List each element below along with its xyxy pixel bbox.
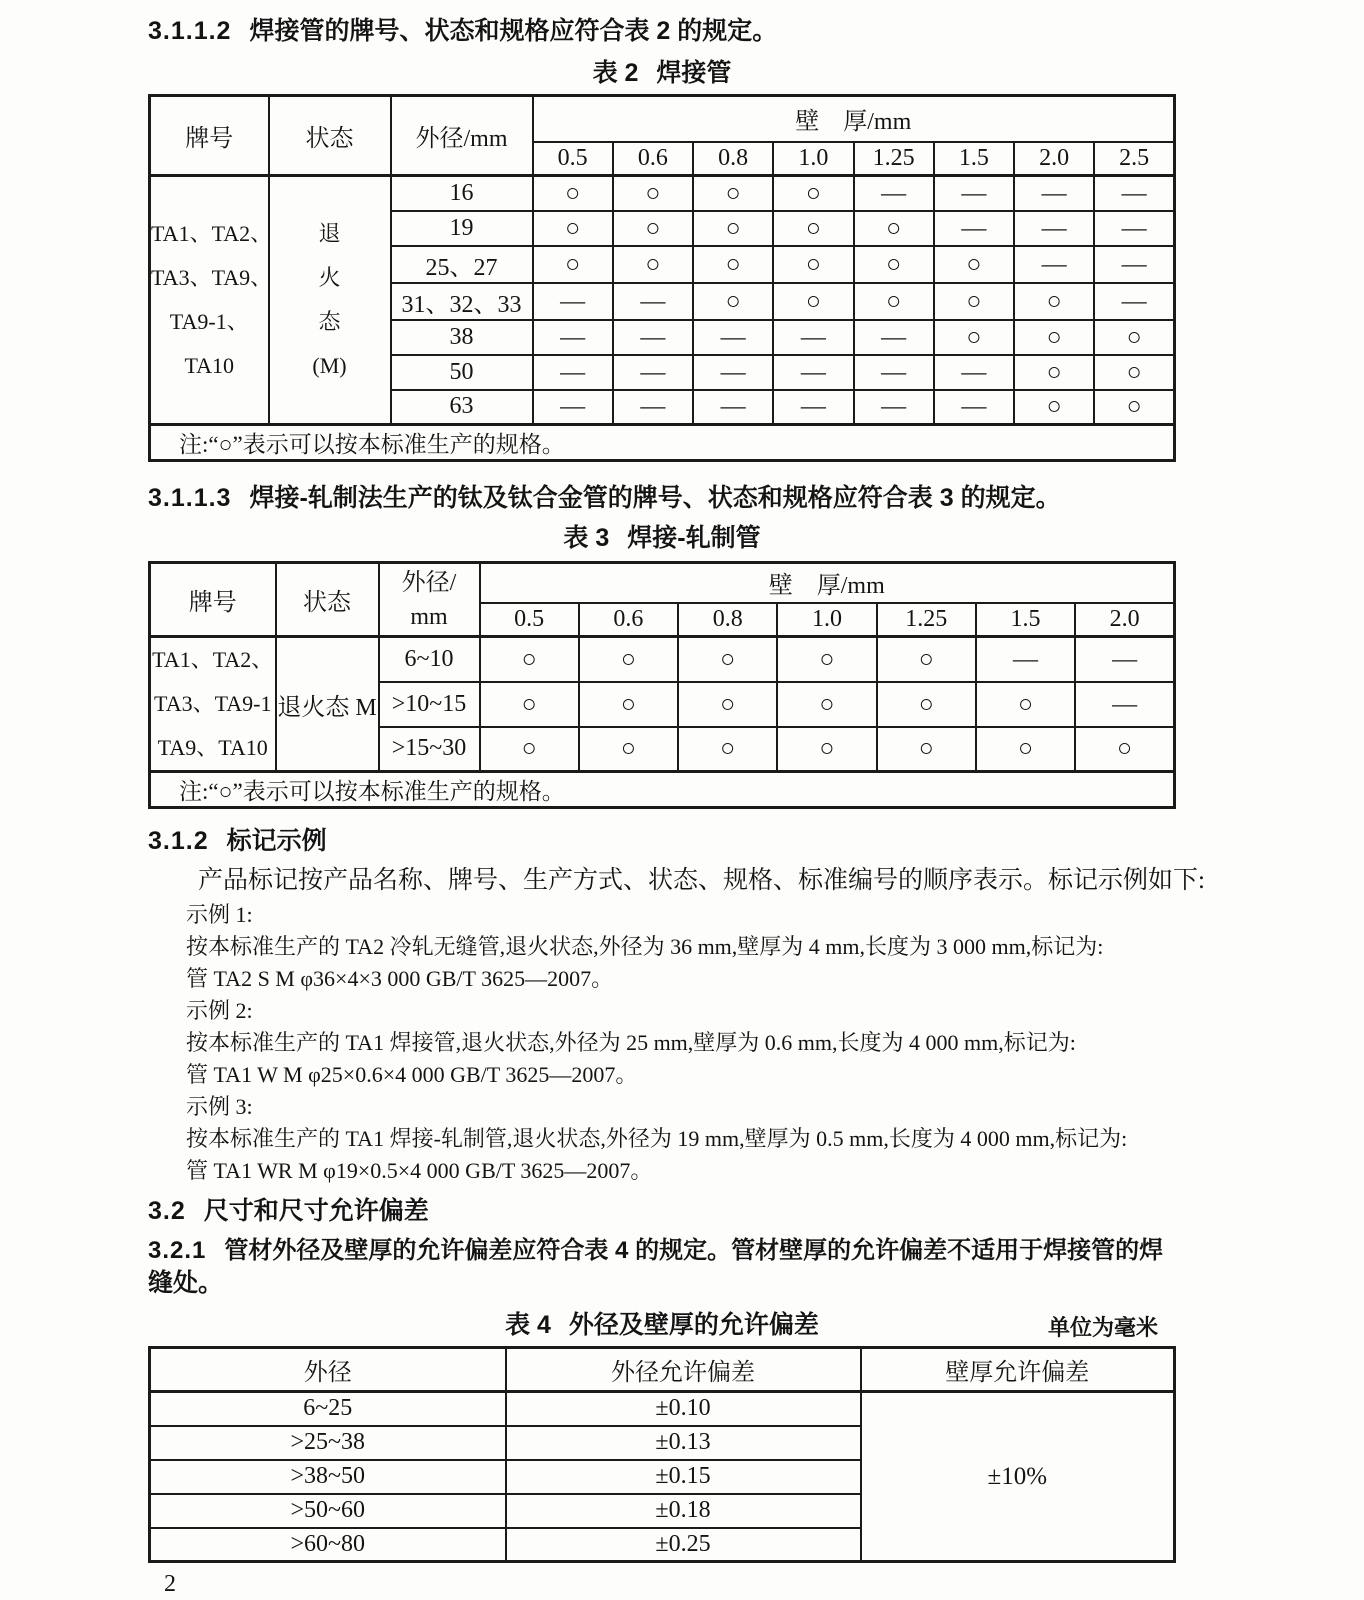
table-row	[150, 176, 1175, 211]
clause-321	[148, 1234, 1176, 1267]
page-content	[148, 0, 1205, 1597]
od-cell: 19	[391, 211, 533, 246]
od-cell: >25~38	[150, 1426, 506, 1460]
wall-value-header: 1.25	[877, 603, 976, 637]
clause-32	[148, 1195, 1176, 1228]
spec-mark-cell: ○	[579, 682, 678, 727]
wall-value-header: 2.0	[1014, 142, 1094, 176]
spec-mark-cell: ○	[613, 176, 693, 211]
clause-number: 3.1.2	[148, 827, 209, 855]
spec-mark-cell: —	[613, 283, 693, 320]
od-cell: 31、32、33	[391, 283, 533, 320]
table-row	[150, 1392, 1175, 1426]
clause-3113	[148, 482, 1176, 515]
col-header-brand: 牌号	[150, 96, 269, 176]
spec-mark-cell: ○	[934, 283, 1014, 320]
clause-text: 标记示例	[226, 827, 327, 855]
spec-mark-cell: ○	[678, 637, 777, 682]
clause-number: 3.2	[148, 1197, 186, 1225]
wall-value-header: 0.8	[693, 142, 773, 176]
wall-value-header: 1.5	[976, 603, 1075, 637]
spec-mark-cell: ○	[1014, 355, 1094, 390]
example-designation: 管 TA1 W M φ25×0.6×4 000 GB/T 3625—2007。	[186, 1062, 638, 1087]
spec-mark-cell: ○	[613, 246, 693, 283]
welded-pipe-table	[148, 94, 1176, 462]
table4-unit-label: 单位为毫米	[1047, 1315, 1158, 1340]
table-header-row	[150, 563, 1175, 603]
table3-caption-label: 表 3	[563, 524, 610, 552]
table2-caption	[148, 58, 1176, 88]
od-cell: >60~80	[150, 1528, 506, 1562]
clause-text: 焊接管的牌号、状态和规格应符合表 2 的规定。	[249, 17, 778, 45]
spec-mark-cell: —	[1094, 211, 1174, 246]
state-cell: 退火态 M	[276, 637, 379, 772]
wall-value-header: 0.6	[613, 142, 693, 176]
spec-mark-cell: —	[693, 320, 773, 355]
spec-mark-cell: —	[1094, 283, 1174, 320]
spec-mark-cell: —	[533, 390, 613, 425]
clause-number: 3.2.1	[148, 1237, 207, 1264]
example-designation: 管 TA1 WR M φ19×0.5×4 000 GB/T 3625—2007。	[186, 1158, 653, 1183]
od-cell: >50~60	[150, 1494, 506, 1528]
spec-mark-cell: ○	[579, 727, 678, 772]
spec-mark-cell: —	[613, 355, 693, 390]
spec-mark-cell: —	[854, 390, 934, 425]
table-row	[150, 637, 1175, 682]
table4-caption-label: 表 4	[505, 1311, 551, 1339]
table-header-row	[150, 1348, 1175, 1392]
table4-caption-text: 外径及壁厚的允许偏差	[568, 1311, 819, 1339]
spec-mark-cell: —	[773, 390, 853, 425]
od-cell: >10~15	[379, 682, 480, 727]
wall-value-header: 0.6	[579, 603, 678, 637]
wall-value-header: 0.5	[533, 142, 613, 176]
spec-mark-cell: —	[1075, 682, 1174, 727]
spec-mark-cell: —	[533, 320, 613, 355]
od-cell: 63	[391, 390, 533, 425]
od-deviation-cell: ±0.13	[506, 1426, 861, 1460]
example-text: 按本标准生产的 TA1 焊接-轧制管,退火状态,外径为 19 mm,壁厚为 0.5 mm,长度为 4 000 mm,标记为:	[186, 1126, 1128, 1151]
spec-mark-cell: —	[854, 355, 934, 390]
spec-mark-cell: —	[773, 320, 853, 355]
spec-mark-cell: ○	[773, 211, 853, 246]
spec-mark-cell: ○	[1094, 320, 1174, 355]
spec-mark-cell: —	[1014, 211, 1094, 246]
example-text: 按本标准生产的 TA1 焊接管,退火状态,外径为 25 mm,壁厚为 0.6 mm,长度为 4 000 mm,标记为:	[186, 1030, 1076, 1055]
spec-mark-cell: ○	[777, 637, 876, 682]
table2-note: 注:“○”表示可以按本标准生产的规格。	[150, 425, 1175, 461]
spec-mark-cell: ○	[1094, 390, 1174, 425]
spec-mark-cell: —	[1014, 176, 1094, 211]
spec-mark-cell: —	[976, 637, 1075, 682]
col-header-state: 状态	[269, 96, 391, 176]
col-header-od: 外径	[150, 1348, 506, 1392]
state-cell: 退 火 态 (M)	[269, 176, 391, 425]
spec-mark-cell: ○	[678, 682, 777, 727]
spec-mark-cell: —	[533, 355, 613, 390]
table-header-row	[150, 96, 1175, 142]
table3-note: 注:“○”表示可以按本标准生产的规格。	[150, 772, 1175, 808]
spec-mark-cell: —	[854, 176, 934, 211]
table-note-row	[150, 425, 1175, 461]
spec-mark-cell: ○	[480, 637, 579, 682]
spec-mark-cell: ○	[1075, 727, 1174, 772]
col-header-wall-thickness: 壁 厚/mm	[533, 96, 1175, 142]
spec-mark-cell: ○	[693, 211, 773, 246]
spec-mark-cell: ○	[533, 211, 613, 246]
col-header-wall-deviation: 壁厚允许偏差	[861, 1348, 1175, 1392]
spec-mark-cell: ○	[854, 246, 934, 283]
col-header-brand: 牌号	[150, 563, 276, 637]
od-cell: >15~30	[379, 727, 480, 772]
od-cell: 25、27	[391, 246, 533, 283]
wall-value-header: 0.8	[678, 603, 777, 637]
spec-mark-cell: ○	[1014, 390, 1094, 425]
spec-mark-cell: ○	[773, 283, 853, 320]
brand-cell: TA1、TA2、 TA3、TA9-1 TA9、TA10	[150, 637, 276, 772]
od-cell: 6~25	[150, 1392, 506, 1426]
marking-description-paragraph: 产品标记按产品名称、牌号、生产方式、状态、规格、标准编号的顺序表示。标记示例如下:	[198, 867, 1205, 894]
spec-mark-cell: ○	[877, 727, 976, 772]
od-cell: 38	[391, 320, 533, 355]
spec-mark-cell: —	[1014, 246, 1094, 283]
spec-mark-cell: —	[934, 355, 1014, 390]
wall-value-header: 0.5	[480, 603, 579, 637]
spec-mark-cell: ○	[693, 246, 773, 283]
spec-mark-cell: ○	[1014, 283, 1094, 320]
table2-caption-text: 焊接管	[656, 59, 732, 87]
table4-caption	[148, 1310, 1176, 1340]
spec-mark-cell: ○	[773, 246, 853, 283]
spec-mark-cell: ○	[579, 637, 678, 682]
col-header-od: 外径/mm	[391, 96, 533, 176]
col-header-od	[379, 563, 480, 637]
spec-mark-cell: —	[773, 355, 853, 390]
spec-mark-cell: ○	[934, 246, 1014, 283]
od-cell: 16	[391, 176, 533, 211]
welded-rolled-pipe-table	[148, 561, 1176, 809]
spec-mark-cell: —	[934, 176, 1014, 211]
spec-mark-cell: —	[533, 283, 613, 320]
table3-caption	[148, 523, 1176, 553]
wall-value-header: 1.5	[934, 142, 1014, 176]
col-header-wall-thickness: 壁 厚/mm	[480, 563, 1175, 603]
od-cell: >38~50	[150, 1460, 506, 1494]
clause-text: 焊接-轧制法生产的钛及钛合金管的牌号、状态和规格应符合表 3 的规定。	[249, 484, 1061, 512]
spec-mark-cell: ○	[777, 682, 876, 727]
spec-mark-cell: —	[934, 390, 1014, 425]
spec-mark-cell: ○	[976, 727, 1075, 772]
spec-mark-cell: ○	[678, 727, 777, 772]
spec-mark-cell: ○	[1094, 355, 1174, 390]
spec-mark-cell: ○	[480, 682, 579, 727]
spec-mark-cell: ○	[877, 682, 976, 727]
od-cell: 6~10	[379, 637, 480, 682]
spec-mark-cell: —	[934, 211, 1014, 246]
od-deviation-cell: ±0.25	[506, 1528, 861, 1562]
spec-mark-cell: ○	[877, 637, 976, 682]
col-header-od-deviation: 外径允许偏差	[506, 1348, 861, 1392]
deviation-table	[148, 1346, 1176, 1563]
spec-mark-cell: ○	[693, 176, 773, 211]
example-label: 示例 1:	[186, 902, 253, 927]
example-text: 按本标准生产的 TA2 冷轧无缝管,退火状态,外径为 36 mm,壁厚为 4 mm,长度为 3 000 mm,标记为:	[186, 934, 1104, 959]
clause-321-continuation: 缝处。	[148, 1269, 224, 1297]
spec-mark-cell: —	[693, 355, 773, 390]
spec-mark-cell: ○	[854, 283, 934, 320]
table4-body	[150, 1392, 1175, 1562]
clause-312	[148, 825, 1176, 858]
od-header-line: 外径/	[401, 569, 457, 596]
spec-mark-cell: ○	[1014, 320, 1094, 355]
wall-value-header: 1.0	[773, 142, 853, 176]
col-header-state: 状态	[276, 563, 379, 637]
spec-mark-cell: ○	[934, 320, 1014, 355]
spec-mark-cell: —	[1094, 176, 1174, 211]
table2-body	[150, 176, 1175, 425]
spec-mark-cell: ○	[976, 682, 1075, 727]
od-deviation-cell: ±0.15	[506, 1460, 861, 1494]
wall-value-header: 2.0	[1075, 603, 1174, 637]
wall-value-header: 1.0	[777, 603, 876, 637]
example-label: 示例 3:	[186, 1094, 253, 1119]
example-label: 示例 2:	[186, 998, 253, 1023]
brand-cell: TA1、TA2、 TA3、TA9、 TA9-1、 TA10	[150, 176, 269, 425]
spec-mark-cell: ○	[533, 246, 613, 283]
spec-mark-cell: —	[693, 390, 773, 425]
table2-caption-label: 表 2	[592, 59, 639, 87]
clause-number: 3.1.1.3	[148, 484, 232, 512]
clause-3112	[148, 15, 1176, 48]
spec-mark-cell: —	[1094, 246, 1174, 283]
wall-value-header: 1.25	[854, 142, 934, 176]
spec-mark-cell: —	[613, 320, 693, 355]
example-designation: 管 TA2 S M φ36×4×3 000 GB/T 3625—2007。	[186, 966, 614, 991]
spec-mark-cell: —	[1075, 637, 1174, 682]
table-note-row	[150, 772, 1175, 808]
clause-text: 管材外径及壁厚的允许偏差应符合表 4 的规定。管材壁厚的允许偏差不适用于焊接管的焊	[224, 1237, 1164, 1264]
spec-mark-cell: —	[613, 390, 693, 425]
spec-mark-cell: ○	[533, 176, 613, 211]
spec-mark-cell: ○	[854, 211, 934, 246]
od-header-line: mm	[410, 603, 448, 630]
wall-deviation-cell: ±10%	[861, 1392, 1175, 1562]
spec-mark-cell: ○	[773, 176, 853, 211]
table3-body	[150, 637, 1175, 772]
table3-caption-text: 焊接-轧制管	[627, 524, 761, 552]
spec-mark-cell: ○	[777, 727, 876, 772]
od-deviation-cell: ±0.10	[506, 1392, 861, 1426]
spec-mark-cell: ○	[613, 211, 693, 246]
spec-mark-cell: —	[854, 320, 934, 355]
page-number: 2	[164, 1571, 176, 1597]
spec-mark-cell: ○	[480, 727, 579, 772]
clause-number: 3.1.1.2	[148, 17, 232, 45]
clause-text: 尺寸和尺寸允许偏差	[203, 1197, 429, 1225]
wall-value-header: 2.5	[1094, 142, 1174, 176]
od-cell: 50	[391, 355, 533, 390]
od-deviation-cell: ±0.18	[506, 1494, 861, 1528]
spec-mark-cell: ○	[693, 283, 773, 320]
